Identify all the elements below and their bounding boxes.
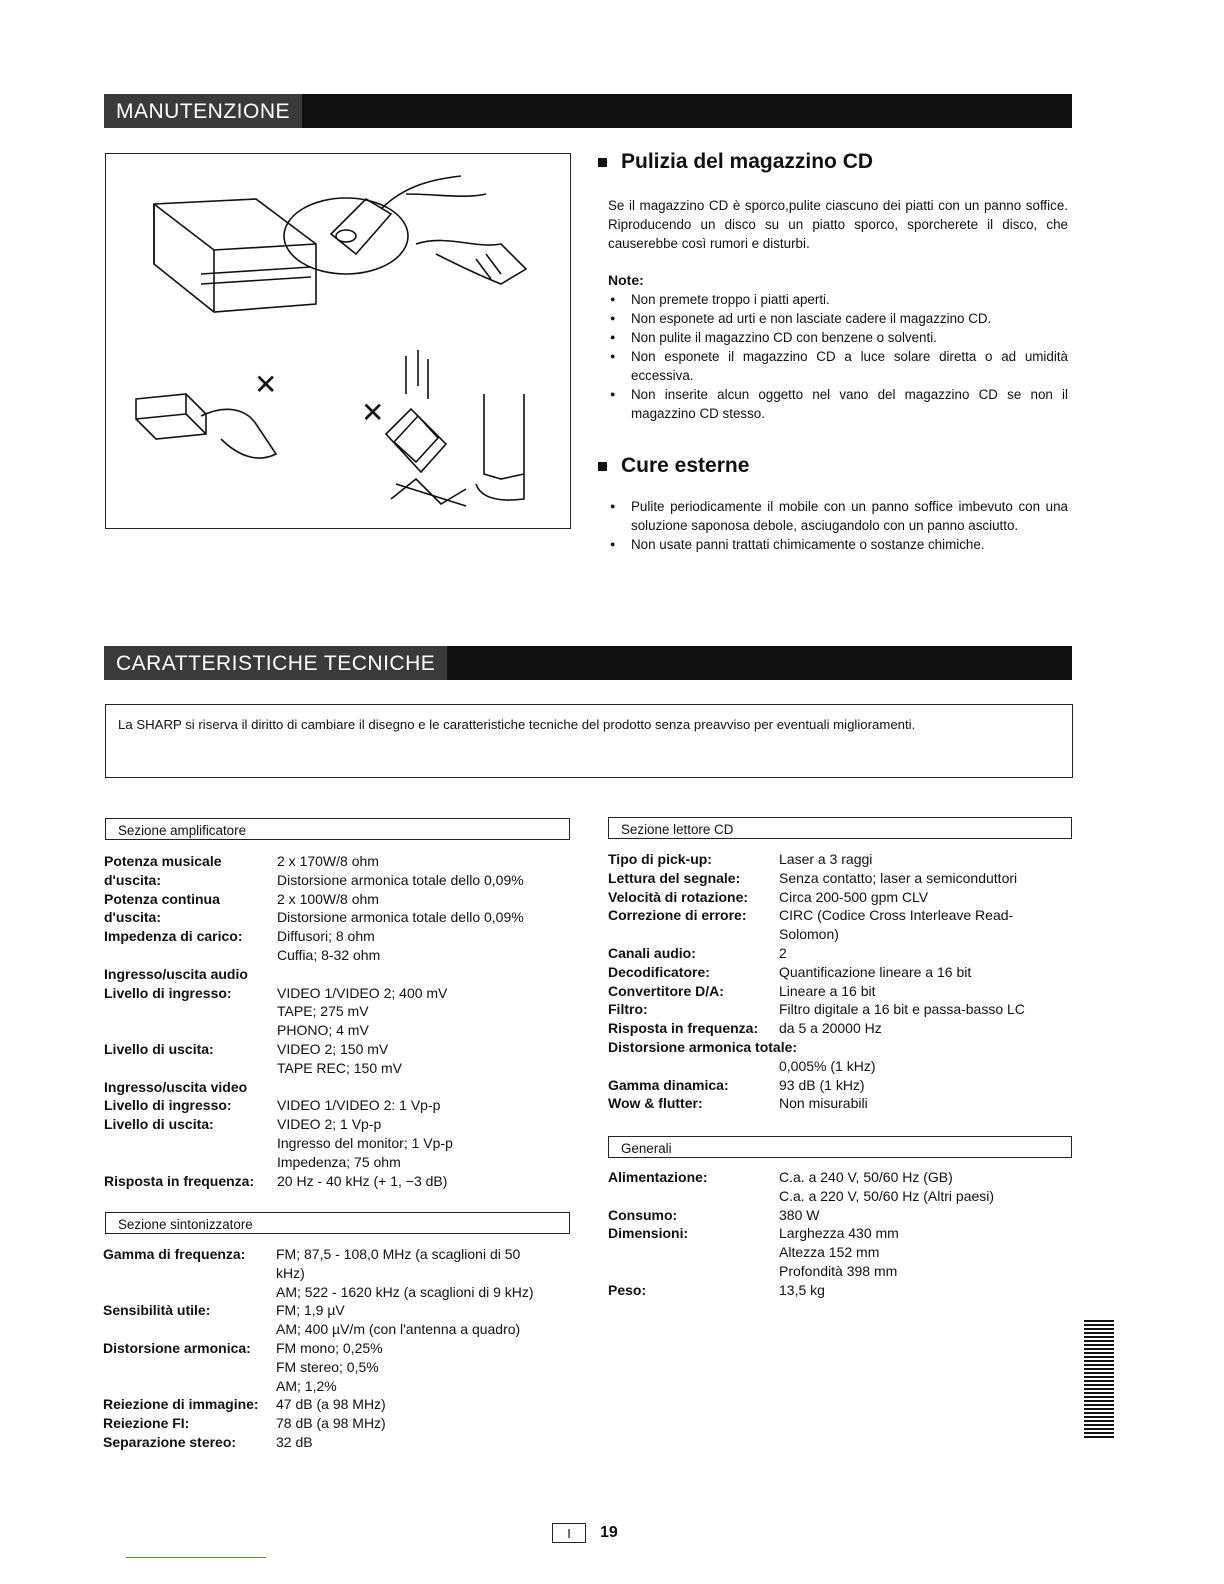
spec-value: 47 dB (a 98 MHz)	[276, 1396, 386, 1413]
spec-label: Reiezione di immagine:	[103, 1396, 259, 1413]
list-item: ● Pulite periodicamente il mobile con un panno soffice imbevuto con una soluzione saponosa debole, asciugandolo con un panno asciutto.	[608, 497, 1068, 535]
spec-label: Impedenza di carico:	[104, 928, 243, 945]
spec-label: Wow & flutter:	[608, 1095, 703, 1112]
spec-label	[103, 1283, 276, 1302]
spec-lettore	[608, 850, 1072, 1113]
spec-row	[608, 1262, 1072, 1281]
spec-value: VIDEO 2; 1 Vp-p	[277, 1116, 382, 1133]
section-box-generali: Generali	[608, 1136, 1072, 1158]
spec-row	[104, 890, 572, 909]
section-title: MANUTENZIONE	[104, 94, 302, 128]
spec-value: Distorsione armonica totale dello 0,09%	[277, 871, 524, 888]
note-title: Note:	[608, 272, 644, 288]
spec-row	[103, 1377, 573, 1396]
spec-row	[104, 1172, 572, 1191]
spec-label	[103, 1358, 276, 1377]
spec-row	[608, 1168, 1072, 1187]
spec-label: Livello di uscita:	[104, 1040, 214, 1057]
spec-value: PHONO; 4 mV	[277, 1022, 369, 1039]
spec-value: Altezza 152 mm	[779, 1244, 880, 1261]
spec-value: Diffusori; 8 ohm	[277, 928, 375, 945]
spec-value: Lineare a 16 bit	[779, 982, 876, 999]
spec-value: 0,005% (1 kHz)	[779, 1057, 876, 1074]
notice-text: La SHARP si riserva il diritto di cambiare il disegno e le caratteristiche tecniche del prodotto senza preavviso per eventuali miglioramenti.	[118, 717, 916, 732]
spec-label: Risposta in frequenza:	[104, 1172, 255, 1189]
spec-label	[103, 1377, 276, 1396]
spec-label	[608, 1262, 779, 1281]
spec-value: VIDEO 1/VIDEO 2; 400 mV	[277, 984, 448, 1001]
list-item: ● Non premete troppo i piatti aperti.	[608, 290, 1068, 309]
spec-label	[104, 1059, 277, 1078]
section-banner-manutenzione	[104, 94, 1072, 128]
spec-label: Canali audio:	[608, 944, 696, 961]
spec-value: Impedenza; 75 ohm	[277, 1153, 401, 1170]
spec-row	[104, 1115, 572, 1134]
spec-row	[104, 852, 572, 871]
spec-row	[104, 1059, 572, 1078]
spec-row	[608, 1038, 1072, 1057]
spec-row	[104, 927, 572, 946]
spec-label: Peso:	[608, 1281, 647, 1298]
spec-value: Ingresso del monitor; 1 Vp-p	[277, 1134, 453, 1151]
spec-value: C.a. a 220 V, 50/60 Hz (Altri paesi)	[779, 1187, 995, 1204]
spec-row	[608, 1057, 1072, 1076]
spec-row	[104, 1153, 572, 1172]
spec-label: Gamma dinamica:	[608, 1076, 729, 1093]
heading-pulizia	[598, 150, 873, 174]
spec-label	[608, 1243, 779, 1262]
spec-row	[608, 1187, 1072, 1206]
spec-label	[104, 946, 277, 965]
section-box-amplificatore: Sezione amplificatore	[105, 818, 570, 840]
spec-label: Dimensioni:	[608, 1225, 689, 1242]
spec-label: Convertitore D/A:	[608, 982, 724, 999]
spec-value: Profondità 398 mm	[779, 1262, 898, 1279]
spec-label: Ingresso/uscita video	[104, 1078, 248, 1095]
cure-list	[608, 497, 1068, 554]
spec-row	[103, 1264, 573, 1283]
cd-magazine-cleaning-drawing	[106, 154, 570, 528]
spec-label	[103, 1264, 276, 1283]
spec-value	[247, 1078, 572, 1097]
section-box-sintonizzatore: Sezione sintonizzatore	[105, 1212, 570, 1234]
spec-value: 2 x 100W/8 ohm	[277, 890, 379, 907]
heading-text: Pulizia del magazzino CD	[621, 150, 874, 173]
spec-label: Potenza continua	[104, 890, 220, 907]
spec-label: Filtro:	[608, 1001, 648, 1018]
spec-row	[608, 1206, 1072, 1225]
spec-label	[103, 1320, 276, 1339]
spec-value: AM; 522 - 1620 kHz (a scaglioni di 9 kHz)	[276, 1283, 534, 1300]
barcode-graphic	[1084, 1320, 1114, 1440]
spec-label: Reiezione FI:	[103, 1415, 190, 1432]
spec-amplificatore	[104, 852, 572, 1190]
spec-label: Lettura del segnale:	[608, 869, 741, 886]
list-item: ● Non pulite il magazzino CD con benzene o solventi.	[608, 328, 1068, 347]
spec-row	[103, 1320, 573, 1339]
spec-label: d'uscita:	[104, 909, 162, 926]
spec-row	[104, 1134, 572, 1153]
spec-value: 380 W	[779, 1206, 820, 1223]
spec-value: AM; 1,2%	[276, 1377, 337, 1394]
spec-row	[608, 1076, 1072, 1095]
page-number-text: 19	[600, 1524, 618, 1541]
spec-value: Laser a 3 raggi	[779, 851, 873, 867]
spec-row	[104, 965, 572, 984]
spec-row	[103, 1339, 573, 1358]
spec-value: AM; 400 µV/m (con l'antenna a quadro)	[276, 1321, 521, 1338]
spec-label: Livello di ingresso:	[104, 984, 232, 1001]
spec-value: Circa 200-500 gpm CLV	[779, 888, 929, 905]
spec-value: TAPE REC; 150 mV	[277, 1059, 403, 1076]
list-item: ● Non esponete ad urti e non lasciate cadere il magazzino CD.	[608, 309, 1068, 328]
spec-row	[104, 1002, 572, 1021]
spec-label	[104, 1153, 277, 1172]
spec-value: 13,5 kg	[779, 1281, 825, 1298]
spec-value: Larghezza 430 mm	[779, 1225, 899, 1242]
spec-row	[104, 908, 572, 927]
spec-row	[103, 1245, 573, 1264]
heading-cure	[598, 454, 749, 478]
spec-value: da 5 a 20000 Hz	[779, 1020, 882, 1037]
footer-rule	[126, 1557, 266, 1558]
spec-label: Distorsione armonica:	[103, 1339, 251, 1356]
spec-label: Livello di uscita:	[104, 1116, 214, 1133]
spec-value: Distorsione armonica totale dello 0,09%	[277, 909, 524, 926]
spec-row	[103, 1283, 573, 1302]
spec-row	[103, 1414, 573, 1433]
spec-row	[104, 984, 572, 1003]
section-banner-caratteristiche	[104, 646, 1072, 680]
spec-value: 93 dB (1 kHz)	[779, 1076, 865, 1093]
square-bullet-icon	[598, 462, 607, 471]
spec-value: 2 x 170W/8 ohm	[277, 853, 379, 869]
spec-value: Cuffia; 8-32 ohm	[277, 946, 381, 963]
spec-value: 2	[779, 944, 787, 961]
spec-label: Gamma di frequenza:	[103, 1246, 246, 1262]
spec-row	[104, 1040, 572, 1059]
spec-row	[608, 850, 1072, 869]
spec-value: Filtro digitale a 16 bit e passa-basso LC	[779, 1001, 1025, 1018]
spec-value: FM; 87,5 - 108,0 MHz (a scaglioni di 50	[276, 1246, 521, 1262]
spec-row	[103, 1395, 573, 1414]
spec-value: C.a. a 240 V, 50/60 Hz (GB)	[779, 1169, 953, 1185]
spec-sintonizzatore	[103, 1245, 573, 1452]
section-title: CARATTERISTICHE TECNICHE	[104, 646, 447, 680]
spec-row	[608, 982, 1072, 1001]
spec-value: FM; 1,9 µV	[276, 1302, 345, 1319]
spec-row	[608, 1019, 1072, 1038]
square-bullet-icon	[598, 158, 607, 167]
spec-row	[608, 1224, 1072, 1243]
list-item: ● Non inserite alcun oggetto nel vano del magazzino CD se non il magazzino CD stesso.	[608, 385, 1068, 423]
pulizia-paragraph: Se il magazzino CD è sporco,pulite ciascuno dei piatti con un panno soffice. Riproducendo un disco su un piatto sporco, sporcherete il disco, che causerebbe così rumori e disturbi.	[608, 198, 1068, 251]
spec-value	[797, 1038, 1072, 1057]
spec-row	[104, 1096, 572, 1115]
spec-value: FM mono; 0,25%	[276, 1339, 383, 1356]
spec-label: Risposta in frequenza:	[608, 1020, 759, 1037]
spec-row	[104, 946, 572, 965]
spec-label: Livello di ingresso:	[104, 1097, 232, 1114]
spec-row	[608, 869, 1072, 888]
list-item: ● Non usate panni trattati chimicamente o sostanze chimiche.	[608, 535, 1068, 554]
page-number	[552, 1523, 618, 1543]
spec-row	[608, 1243, 1072, 1262]
spec-label: Correzione di errore:	[608, 907, 747, 924]
spec-label: Consumo:	[608, 1206, 678, 1223]
spec-label: d'uscita:	[104, 871, 162, 888]
svg-text:✕: ✕	[254, 369, 278, 400]
spec-value: 20 Hz - 40 kHz (+ 1, −3 dB)	[277, 1172, 448, 1189]
spec-label: Tipo di pick-up:	[608, 851, 712, 867]
spec-value	[248, 965, 572, 984]
spec-row	[608, 1094, 1072, 1113]
list-item: ● Non esponete il magazzino CD a luce solare diretta o ad umidità eccessiva.	[608, 347, 1068, 385]
spec-label: Separazione stereo:	[103, 1433, 237, 1450]
spec-value: 78 dB (a 98 MHz)	[276, 1415, 386, 1432]
spec-label	[608, 925, 779, 944]
spec-value: CIRC (Codice Cross Interleave Read-	[779, 907, 1014, 924]
spec-value: Senza contatto; laser a semiconduttori	[779, 869, 1018, 886]
section-box-lettore: Sezione lettore CD	[608, 817, 1072, 839]
spec-row	[608, 888, 1072, 907]
spec-label: Decodificatore:	[608, 963, 710, 980]
spec-label	[104, 1134, 277, 1153]
spec-value: Quantificazione lineare a 16 bit	[779, 963, 972, 980]
spec-row	[103, 1433, 573, 1452]
spec-label: Sensibilità utile:	[103, 1302, 211, 1319]
spec-value: VIDEO 2; 150 mV	[277, 1040, 389, 1057]
spec-row	[104, 871, 572, 890]
spec-label: Velocità di rotazione:	[608, 888, 749, 905]
spec-label	[104, 1021, 277, 1040]
spec-value: 32 dB	[276, 1433, 313, 1450]
language-box: I	[552, 1523, 586, 1543]
spec-row	[608, 963, 1072, 982]
spec-row	[608, 944, 1072, 963]
spec-row	[104, 1078, 572, 1097]
spec-value: Non misurabili	[779, 1095, 868, 1112]
spec-row	[608, 1000, 1072, 1019]
spec-label: Distorsione armonica totale:	[608, 1038, 798, 1055]
spec-value: kHz)	[276, 1264, 305, 1281]
spec-row	[103, 1358, 573, 1377]
spec-label	[608, 1187, 779, 1206]
notes-list	[608, 290, 1068, 423]
spec-label: Potenza musicale	[104, 853, 222, 869]
notice-box	[105, 704, 1073, 778]
spec-label	[104, 1002, 277, 1021]
spec-value: TAPE; 275 mV	[277, 1003, 369, 1020]
spec-label: Alimentazione:	[608, 1169, 708, 1185]
spec-value: FM stereo; 0,5%	[276, 1358, 379, 1375]
spec-row	[103, 1301, 573, 1320]
spec-label: Ingresso/uscita audio	[104, 965, 248, 982]
cleaning-illustration	[105, 153, 571, 529]
spec-generali	[608, 1168, 1072, 1300]
heading-text: Cure esterne	[621, 454, 750, 477]
spec-row	[104, 1021, 572, 1040]
spec-row	[608, 925, 1072, 944]
spec-value: VIDEO 1/VIDEO 2: 1 Vp-p	[277, 1097, 441, 1114]
spec-row	[608, 906, 1072, 925]
spec-label	[608, 1057, 779, 1076]
spec-row	[608, 1281, 1072, 1300]
spec-value: Solomon)	[779, 926, 839, 943]
svg-text:✕: ✕	[361, 397, 385, 428]
